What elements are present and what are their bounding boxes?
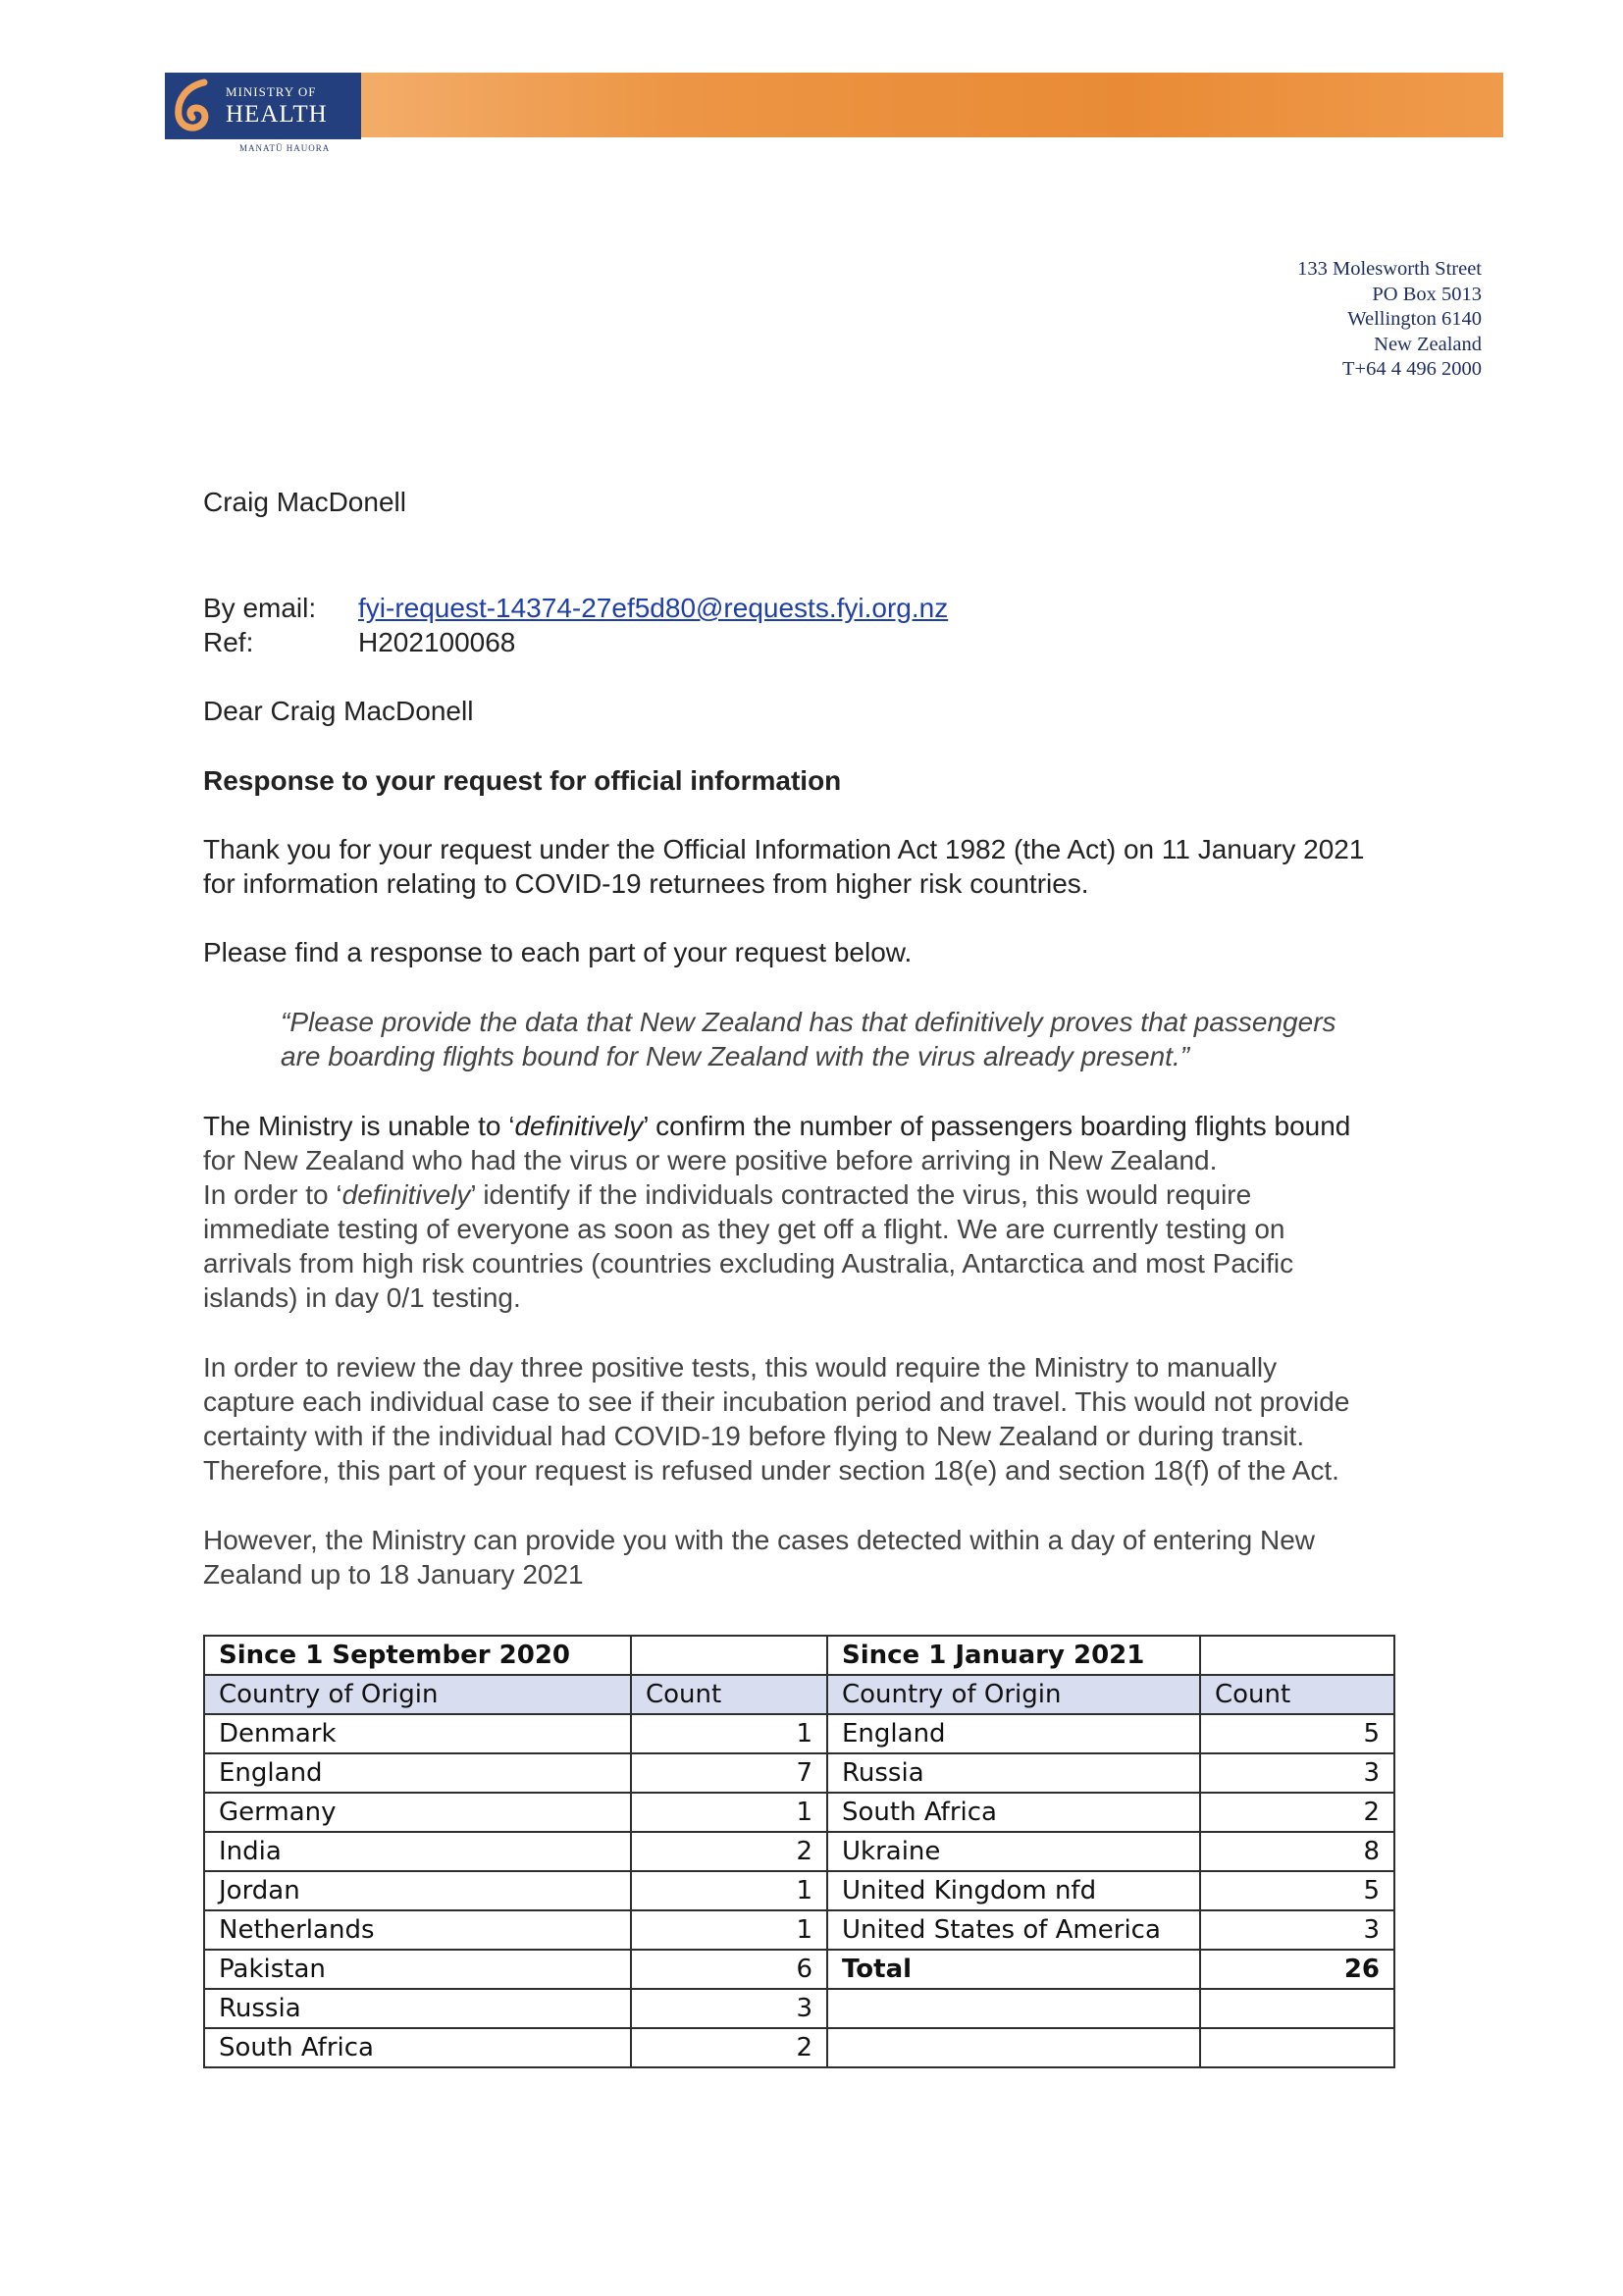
sender-address	[1297, 257, 1482, 383]
address-line: Wellington 6140	[1347, 308, 1482, 330]
left-country-cell: Russia	[204, 1989, 631, 2028]
email-row	[203, 591, 948, 625]
paragraph-line: for information relating to COVID-19 returnees from higher risk countries.	[203, 868, 1089, 899]
paragraph-line: certainty with if the individual had COVID-19 before flying to New Zealand or during transit.	[203, 1421, 1305, 1451]
logo-subtitle: MANATŪ HAUORA	[239, 143, 331, 153]
left-count-cell: 1	[631, 1910, 827, 1950]
quote-line: are boarding flights bound for New Zealand with the virus already present.”	[281, 1041, 1190, 1071]
table-row	[204, 1950, 1394, 1989]
table-row	[204, 1832, 1394, 1871]
col-header-count: Count	[1200, 1675, 1394, 1714]
table-row	[204, 1753, 1394, 1793]
table-row	[204, 1714, 1394, 1753]
right-count-cell: 5	[1200, 1871, 1394, 1910]
paragraph-line: Please find a response to each part of your request below.	[203, 937, 913, 967]
left-country-cell: Netherlands	[204, 1910, 631, 1950]
email-label: By email:	[203, 593, 317, 623]
right-count-cell: 8	[1200, 1832, 1394, 1871]
table-row	[204, 2028, 1394, 2067]
logo-line1: MINISTRY OF	[226, 84, 317, 99]
left-country-cell: Germany	[204, 1793, 631, 1832]
table-title-row	[204, 1636, 1394, 1675]
logo-line2: HEALTH	[226, 101, 328, 128]
right-country-cell: Russia	[827, 1753, 1200, 1793]
paragraph-line: immediate testing of everyone as soon as they get off a flight. We are currently testing on	[203, 1214, 1285, 1244]
col-header-count: Count	[631, 1675, 827, 1714]
left-count-cell: 1	[631, 1714, 827, 1753]
right-count-cell: 3	[1200, 1753, 1394, 1793]
left-count-cell: 3	[631, 1989, 827, 2028]
header-banner	[245, 73, 1503, 137]
table-header-row	[204, 1675, 1394, 1714]
address-phone: T+64 4 496 2000	[1342, 358, 1482, 380]
paragraph-line: Zealand up to 18 January 2021	[203, 1559, 584, 1590]
address-line: 133 Molesworth Street	[1297, 258, 1482, 280]
left-country-cell: Jordan	[204, 1871, 631, 1910]
ministry-logo	[165, 73, 361, 139]
email-link[interactable]: fyi-request-14374-27ef5d80@requests.fyi.org.nz	[358, 593, 949, 623]
left-count-cell: 1	[631, 1871, 827, 1910]
paragraph-line: islands) in day 0/1 testing.	[203, 1282, 521, 1313]
salutation: Dear Craig MacDonell	[203, 696, 474, 726]
left-country-cell: Pakistan	[204, 1950, 631, 1989]
right-country-cell	[827, 2028, 1200, 2067]
col-header-country: Country of Origin	[204, 1675, 631, 1714]
left-count-cell: 1	[631, 1793, 827, 1832]
left-title: Since 1 September 2020	[204, 1636, 631, 1675]
paragraph-line: capture each individual case to see if their incubation period and travel. This would not provide	[203, 1386, 1350, 1417]
right-count-cell	[1200, 1989, 1394, 2028]
table-row	[204, 1989, 1394, 2028]
ref-row	[203, 625, 515, 659]
right-country-cell: South Africa	[827, 1793, 1200, 1832]
left-country-cell: India	[204, 1832, 631, 1871]
paragraph-line: In order to review the day three positive tests, this would require the Ministry to manually	[203, 1352, 1278, 1383]
table-row	[204, 1910, 1394, 1950]
right-count-cell: 5	[1200, 1714, 1394, 1753]
paragraph-line: arrivals from high risk countries (countries excluding Australia, Antarctica and most Pacific	[203, 1248, 1294, 1278]
paragraph-line: Therefore, this part of your request is refused under section 18(e) and section 18(f) of the Act.	[203, 1455, 1339, 1486]
right-count-cell: 26	[1200, 1950, 1394, 1989]
right-country-cell: England	[827, 1714, 1200, 1753]
right-title: Since 1 January 2021	[827, 1636, 1200, 1675]
col-header-country: Country of Origin	[827, 1675, 1200, 1714]
paragraph-line: The Ministry is unable to ‘definitively’ confirm the number of passengers boarding flights bound	[203, 1111, 1351, 1141]
cases-table	[203, 1635, 1395, 2068]
paragraph-line: for New Zealand who had the virus or were positive before arriving in New Zealand.	[203, 1145, 1218, 1175]
quote-line: “Please provide the data that New Zealand has that definitively proves that passengers	[281, 1007, 1336, 1037]
right-count-cell: 2	[1200, 1793, 1394, 1832]
left-country-cell: South Africa	[204, 2028, 631, 2067]
left-count-cell: 2	[631, 2028, 827, 2067]
left-count-cell: 6	[631, 1950, 827, 1989]
right-country-cell: Ukraine	[827, 1832, 1200, 1871]
paragraph-line: However, the Ministry can provide you with the cases detected within a day of entering New	[203, 1525, 1316, 1555]
right-country-cell: Total	[827, 1950, 1200, 1989]
koru-logo-icon	[165, 73, 224, 139]
paragraph-line: Thank you for your request under the Official Information Act 1982 (the Act) on 11 January 2021	[203, 834, 1365, 864]
letter-heading: Response to your request for official information	[203, 765, 842, 796]
paragraph-line: In order to ‘definitively’ identify if the individuals contracted the virus, this would require	[203, 1179, 1252, 1210]
address-line: New Zealand	[1374, 333, 1482, 355]
table-row	[204, 1871, 1394, 1910]
left-count-cell: 7	[631, 1753, 827, 1793]
ref-value: H202100068	[358, 627, 516, 657]
right-count-cell: 3	[1200, 1910, 1394, 1950]
right-count-cell	[1200, 2028, 1394, 2067]
left-country-cell: England	[204, 1753, 631, 1793]
right-country-cell	[827, 1989, 1200, 2028]
left-count-cell: 2	[631, 1832, 827, 1871]
recipient-name: Craig MacDonell	[203, 487, 406, 517]
right-country-cell: United Kingdom nfd	[827, 1871, 1200, 1910]
table-row	[204, 1793, 1394, 1832]
address-line: PO Box 5013	[1372, 283, 1482, 305]
right-country-cell: United States of America	[827, 1910, 1200, 1950]
left-country-cell: Denmark	[204, 1714, 631, 1753]
ref-label: Ref:	[203, 627, 254, 657]
